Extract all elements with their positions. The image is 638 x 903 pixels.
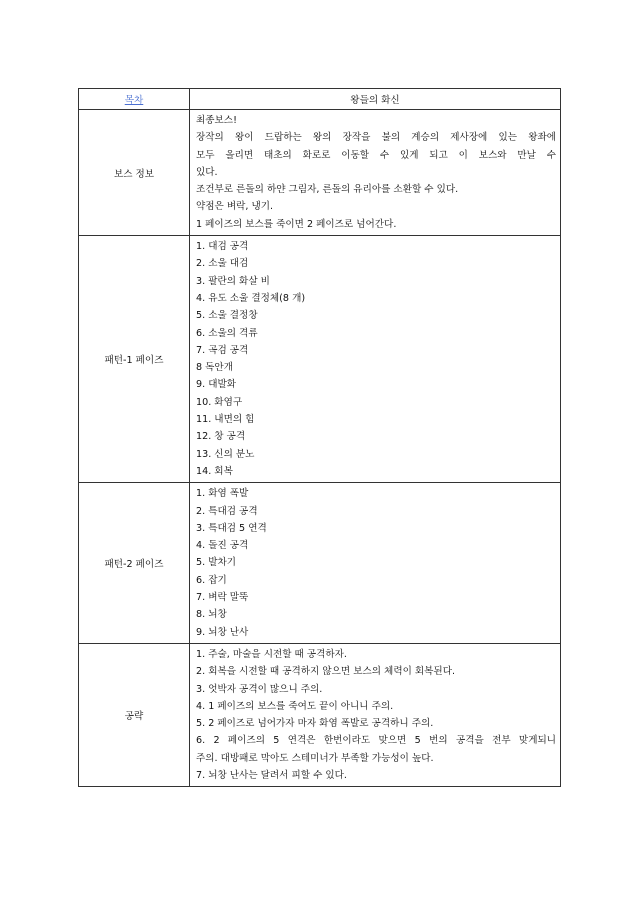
list-item: 9. 뇌창 난사 xyxy=(196,626,249,638)
section-content xyxy=(190,643,561,786)
section-label: 패턴-2 페이즈 xyxy=(79,483,190,644)
list-item: 9. 대발화 xyxy=(196,379,237,391)
toc-link[interactable]: 목차 xyxy=(124,95,144,106)
list-item: 14. 회복 xyxy=(196,465,233,477)
section-label: 공략 xyxy=(79,643,190,786)
list-item: 4. 돌진 공격 xyxy=(196,540,249,552)
list-item: 6. 소울의 격류 xyxy=(196,327,258,339)
list-item: 6. 잡기 xyxy=(196,574,227,586)
list-item: 13. 신의 분노 xyxy=(196,448,255,460)
section-content xyxy=(190,483,561,644)
section-content xyxy=(190,110,561,236)
boss-info-table xyxy=(78,88,561,787)
list-item: 8 독안개 xyxy=(196,362,233,374)
section-pattern-phase-2 xyxy=(79,483,561,644)
section-strategy xyxy=(79,643,561,786)
list-item: 2. 소울 대검 xyxy=(196,258,249,270)
list-item: 11. 내면의 힘 xyxy=(196,414,255,426)
list-item: 3. 팔란의 화살 비 xyxy=(196,275,270,287)
section-label: 보스 정보 xyxy=(79,110,190,236)
section-boss-info xyxy=(79,110,561,236)
list-item: 7. 곡검 공격 xyxy=(196,344,249,356)
list-item: 7. 뇌창 난사는 달려서 피할 수 있다. xyxy=(196,769,347,781)
list-item: 1. 대검 공격 xyxy=(196,241,249,253)
content-line: 있다. xyxy=(196,166,218,178)
list-item: 5. 발차기 xyxy=(196,557,237,569)
list-item: 1. 주술, 마술을 시전할 때 공격하자. xyxy=(196,648,347,660)
list-item: 6. 2 페이즈의 5 연격은 한번이라도 맞으면 5 번의 공격을 전부 맞게되니 xyxy=(196,735,556,747)
content-line: 모두 올리면 태초의 화로로 이동할 수 있게 되고 이 보스와 만날 수 xyxy=(196,149,556,161)
list-item: 8. 뇌창 xyxy=(196,609,227,621)
section-pattern-phase-1 xyxy=(79,236,561,483)
list-item: 5. 소울 결정창 xyxy=(196,310,258,322)
table-header-row xyxy=(79,89,561,110)
content-line: 1 페이즈의 보스를 죽이면 2 페이즈로 넘어간다. xyxy=(196,218,397,230)
section-content xyxy=(190,236,561,483)
list-item: 2. 특대검 공격 xyxy=(196,505,258,517)
content-line: 조건부로 른돌의 하얀 그림자, 른돌의 유리아를 소환할 수 있다. xyxy=(196,184,459,196)
content-line: 최종보스! xyxy=(196,115,237,126)
list-item: 1. 화염 폭발 xyxy=(196,488,249,500)
list-item: 주의. 대방패로 막아도 스테미너가 부족할 가능성이 높다. xyxy=(196,752,434,764)
content-line: 장작의 왕이 드랍하는 왕의 장작을 불의 계승의 제사장에 있는 왕좌에 xyxy=(196,132,556,144)
list-item: 3. 특대검 5 연격 xyxy=(196,522,267,534)
list-item: 7. 벼락 말뚝 xyxy=(196,592,249,604)
list-item: 3. 엇박자 공격이 많으니 주의. xyxy=(196,683,323,695)
list-item: 2. 회복을 시전할 때 공격하지 않으면 보스의 체력이 회복된다. xyxy=(196,666,456,678)
list-item: 4. 1 페이즈의 보스를 죽여도 끝이 아니니 주의. xyxy=(196,700,394,712)
header-label-cell xyxy=(79,89,190,110)
header-title-cell: 왕들의 화신 xyxy=(190,89,561,110)
section-label: 패턴-1 페이즈 xyxy=(79,236,190,483)
content-line: 약점은 벼락, 냉기. xyxy=(196,201,274,213)
list-item: 12. 창 공격 xyxy=(196,431,246,443)
list-item: 4. 유도 소울 결정체(8 개) xyxy=(196,292,306,304)
list-item: 10. 화염구 xyxy=(196,396,243,408)
list-item: 5. 2 페이즈로 넘어가자 마자 화염 폭발로 공격하니 주의. xyxy=(196,718,434,730)
